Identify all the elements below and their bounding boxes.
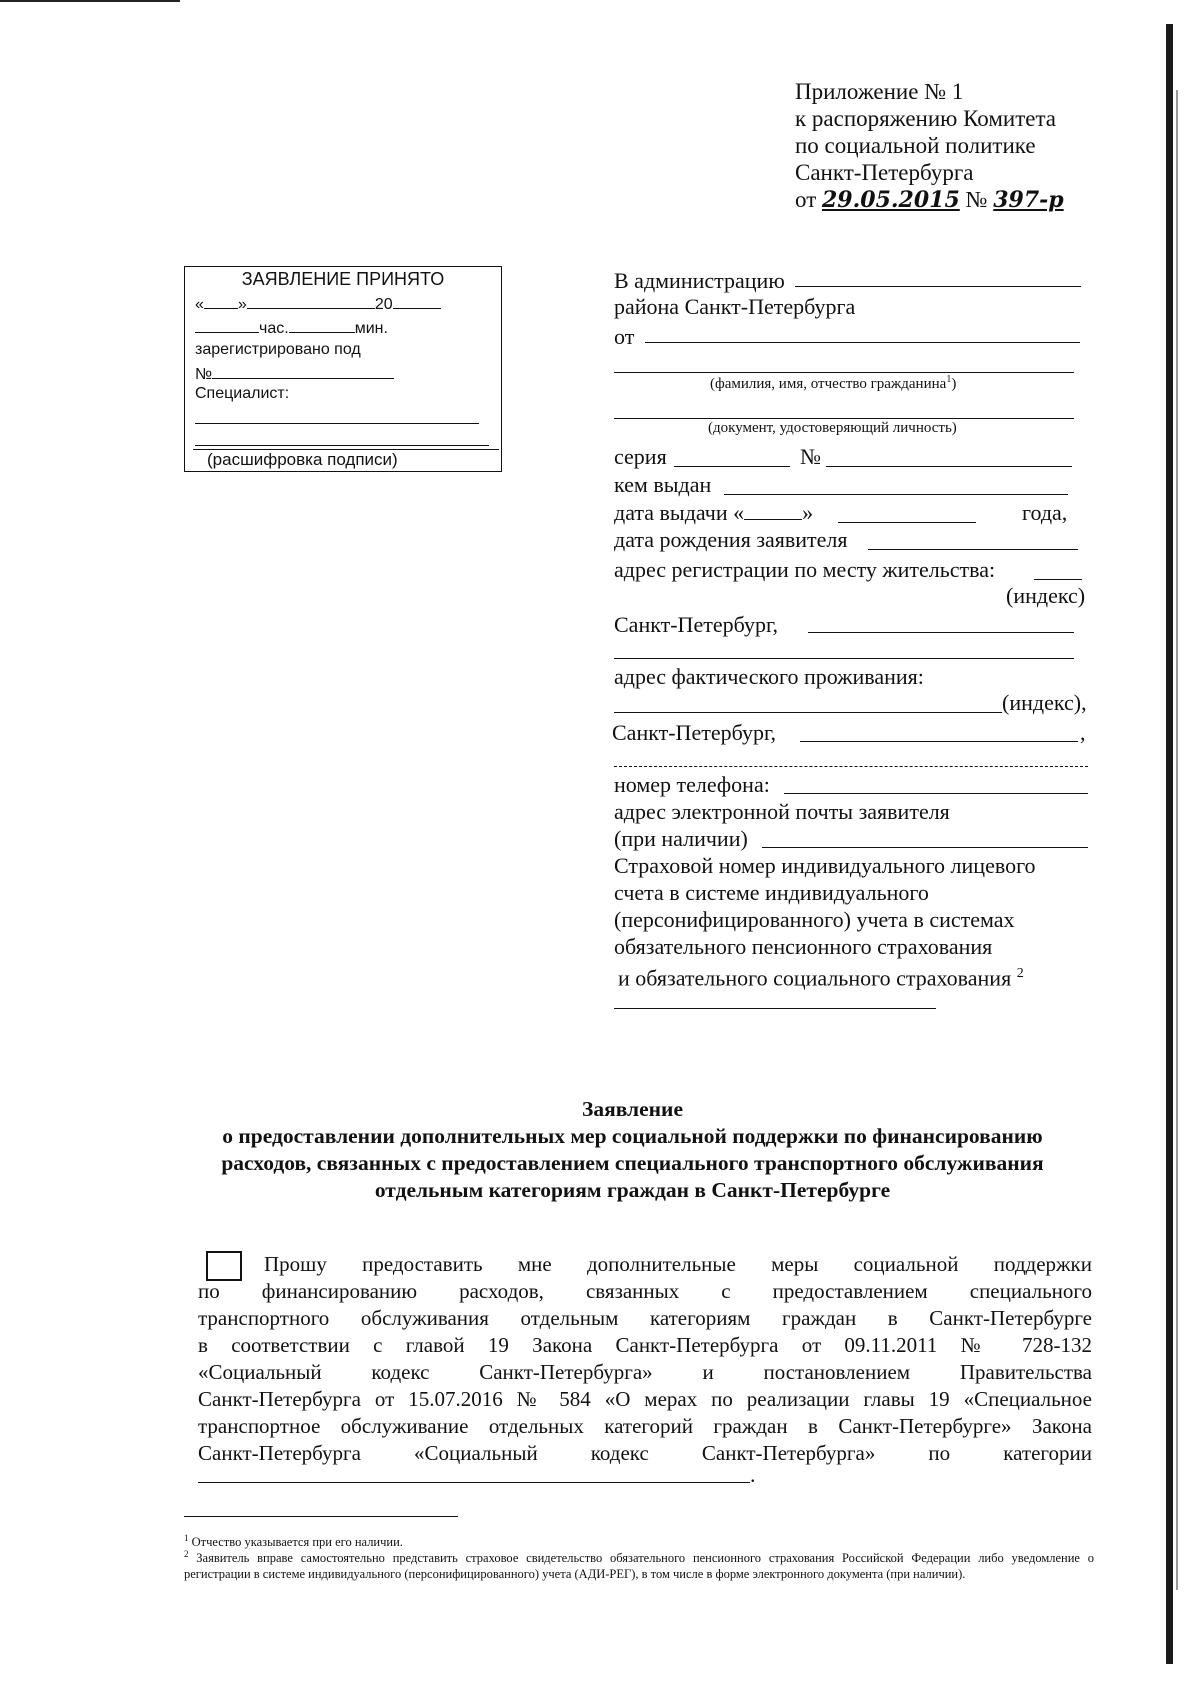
reg-spb-label: Санкт-Петербург, (614, 612, 778, 637)
stamp-date-row (195, 293, 441, 314)
stamp-specialist-label: Специалист: (195, 385, 290, 402)
appendix-line-1: Приложение № 1 (795, 79, 964, 104)
snils-line (614, 1008, 936, 1009)
actual-address-label: адрес фактического проживания: (614, 664, 924, 689)
appendix-date-line (795, 186, 1064, 214)
actual-index-line (614, 712, 1002, 713)
stamp-year-prefix: 20 (374, 296, 393, 313)
from-line (645, 342, 1080, 343)
reg-index-caption: (индекс) (1006, 583, 1086, 608)
title-line-3: расходов, связанных с предоставлением специального транспортного обслуживания (221, 1151, 1044, 1175)
issue-date-label: дата выдачи « (614, 500, 745, 525)
stamp-number-row (195, 363, 394, 384)
stamp-minutes-label: мин. (354, 320, 388, 337)
stamp-number-sign: № (195, 366, 213, 383)
fio-line (614, 372, 1074, 373)
actual-index-caption: (индекс), (1002, 690, 1087, 715)
issued-by-line (724, 494, 1068, 495)
stamp-quote-open: « (195, 296, 204, 313)
appendix-line-2: к распоряжению Комитета (795, 106, 1056, 131)
footnote-2: $^2$ Заявитель вправе самостоятельно представить страховое свидетельство обязательного пенсионного страхования Российской Федерации либо уведомление о регистрации в системе индивидуального (персонифицированного) учета (АДИ-РЕГ), в том числе в форме электронного документа (при наличии). (184, 1549, 1094, 1582)
footnote-separator (184, 1516, 458, 1517)
appendix-number-sign: № (965, 187, 988, 212)
actual-extra-line (614, 766, 1088, 767)
stamp-signature-line-2 (195, 445, 489, 446)
title-line-4: отдельным категориям граждан в Санкт-Петербурге (374, 1178, 891, 1202)
actual-spb-line (800, 741, 1078, 742)
phone-label: номер телефона: (614, 772, 770, 797)
acceptance-stamp-box (184, 266, 502, 472)
snils-line-5: и обязательного социального страхования $^2$ (618, 965, 1024, 991)
admin-name-line (795, 286, 1081, 287)
actual-spb-comma: , (1080, 720, 1086, 745)
reg-spb-line (808, 632, 1074, 633)
body-line-1: Прошу предоставить мне дополнительные меры социальной поддержки (264, 1252, 1092, 1276)
issue-month-line (838, 522, 976, 523)
appendix-line-4: Санкт-Петербурга (795, 160, 974, 185)
stamp-time-row (195, 317, 388, 338)
reg-address-label: адрес регистрации по месту жительства: (614, 557, 996, 582)
body-line-3: транспортного обслуживания отдельным категориям граждан в Санкт-Петербурге (198, 1306, 1092, 1330)
addr-district: района Санкт-Петербурга (614, 294, 856, 319)
series-row (614, 444, 667, 470)
title-line-2: о предоставлении дополнительных мер социальной поддержки по финансированию (222, 1124, 1043, 1148)
stamp-signature-decode: (расшифровка подписи) (193, 449, 499, 470)
body-line-5: «Социальный кодекс Санкт-Петербурга» и постановлением Правительства (198, 1360, 1092, 1384)
body-line-6: Санкт-Петербурга от 15.07.2016 № 584 «О мерах по реализации главы 19 «Специальное (198, 1387, 1092, 1411)
year-label: года, (1022, 500, 1068, 525)
appendix-date-handwritten: 29.05.2015 (822, 187, 960, 213)
email-label: адрес электронной почты заявителя (614, 799, 950, 824)
issued-by-label: кем выдан (614, 472, 712, 497)
id-document-line (614, 418, 1074, 419)
appendix-number-handwritten: 397-р (993, 187, 1064, 213)
scan-artifact-right-edge (1166, 24, 1173, 1664)
number-sign: № (800, 444, 821, 469)
doc-number-line (826, 466, 1072, 467)
body-line-8: Санкт-Петербурга «Социальный кодекс Санкт-Петербурга» по категории (198, 1441, 1092, 1465)
phone-line (784, 793, 1088, 794)
snils-line-2: счета в системе индивидуального (614, 880, 929, 905)
scan-artifact-top (0, 0, 180, 2)
birth-date-label: дата рождения заявителя (614, 527, 848, 552)
series-line (674, 466, 790, 467)
footnote-1: $^1$ Отчество указывается при его наличии. (184, 1533, 403, 1550)
addr-from-label: от (614, 324, 635, 349)
issue-date-row: дата выдачи « » (614, 500, 814, 525)
email-line (762, 847, 1088, 848)
appendix-line-3: по социальной политике (795, 133, 1036, 158)
series-label: серия (614, 444, 667, 469)
title-line-1: Заявление (582, 1097, 683, 1121)
body-line-7: транспортное обслуживание отдельных категорий граждан в Санкт-Петербурге» Закона (198, 1414, 1092, 1438)
snils-line-4: обязательного пенсионного страхования (614, 934, 993, 959)
category-end-dot: . (750, 1462, 756, 1487)
body-line-4: в соответствии с главой 19 Закона Санкт-Петербурга от 09.11.2011 № 728-132 (198, 1333, 1092, 1357)
stamp-registered-label: зарегистрировано под (195, 341, 361, 358)
appendix-date-prefix: от (795, 187, 817, 212)
stamp-hours-label: час. (259, 320, 289, 337)
reg-index-line (1034, 579, 1082, 580)
body-line-2: по финансированию расходов, связанных с предоставлением специального (198, 1279, 1092, 1303)
category-line (198, 1482, 750, 1483)
if-any-label: (при наличии) (614, 826, 748, 851)
stamp-title: ЗАЯВЛЕНИЕ ПРИНЯТО (241, 269, 445, 289)
addr-to-admin: В администрацию (614, 268, 785, 293)
application-title (180, 1096, 1085, 1204)
stamp-quote-close: » (237, 296, 247, 313)
request-checkbox[interactable] (206, 1251, 242, 1281)
snils-line-3: (персонифицированного) учета в системах (614, 907, 1015, 932)
snils-line-1: Страховой номер индивидуального лицевого (614, 853, 1036, 878)
stamp-signature-line (195, 423, 479, 424)
scan-artifact-right-edge-thin (1176, 90, 1178, 1590)
reg-extra-line (614, 658, 1074, 659)
appendix-header (795, 78, 1064, 214)
birth-date-line (868, 549, 1078, 550)
fio-caption: (фамилия, имя, отчество гражданина$^1$) (710, 374, 957, 392)
actual-spb-label: Санкт-Петербург, (612, 720, 776, 745)
id-document-caption: (документ, удостоверяющий личность) (708, 420, 957, 436)
